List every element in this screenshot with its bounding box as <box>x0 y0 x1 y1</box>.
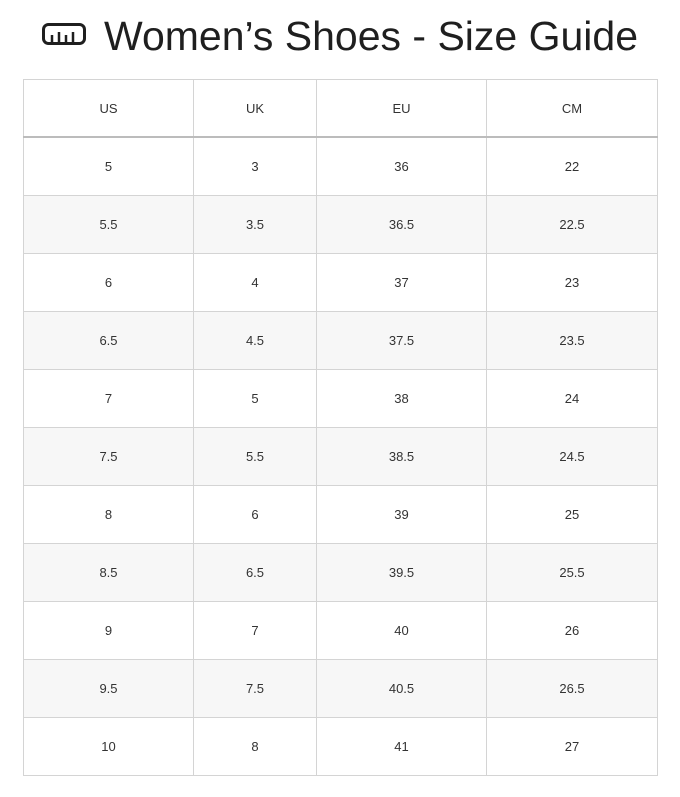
table-row <box>24 428 658 486</box>
cell-us: 5.5 <box>24 196 194 254</box>
cell-cm: 24 <box>487 370 658 428</box>
cell-cm: 26.5 <box>487 660 658 718</box>
cell-cm: 25.5 <box>487 544 658 602</box>
table-body <box>24 137 658 776</box>
cell-us: 10 <box>24 718 194 776</box>
cell-uk: 3.5 <box>194 196 317 254</box>
column-header-cm: CM <box>487 80 658 138</box>
table-row <box>24 370 658 428</box>
cell-eu: 39.5 <box>317 544 487 602</box>
table-row <box>24 196 658 254</box>
cell-cm: 25 <box>487 486 658 544</box>
table-row <box>24 312 658 370</box>
cell-eu: 36.5 <box>317 196 487 254</box>
cell-cm: 23 <box>487 254 658 312</box>
cell-us: 9.5 <box>24 660 194 718</box>
cell-eu: 38 <box>317 370 487 428</box>
cell-uk: 8 <box>194 718 317 776</box>
cell-eu: 40.5 <box>317 660 487 718</box>
cell-uk: 6.5 <box>194 544 317 602</box>
cell-eu: 38.5 <box>317 428 487 486</box>
cell-us: 6 <box>24 254 194 312</box>
cell-cm: 22 <box>487 137 658 196</box>
cell-uk: 7.5 <box>194 660 317 718</box>
cell-us: 9 <box>24 602 194 660</box>
cell-us: 5 <box>24 137 194 196</box>
cell-cm: 23.5 <box>487 312 658 370</box>
cell-uk: 4 <box>194 254 317 312</box>
cell-cm: 24.5 <box>487 428 658 486</box>
cell-eu: 39 <box>317 486 487 544</box>
table-row <box>24 602 658 660</box>
table-row <box>24 486 658 544</box>
cell-uk: 3 <box>194 137 317 196</box>
cell-us: 6.5 <box>24 312 194 370</box>
page-title: Women’s Shoes - Size Guide <box>104 13 639 59</box>
cell-uk: 5.5 <box>194 428 317 486</box>
size-guide-table <box>23 79 658 776</box>
table-row <box>24 137 658 196</box>
cell-cm: 26 <box>487 602 658 660</box>
table-row <box>24 544 658 602</box>
table-row <box>24 254 658 312</box>
cell-eu: 40 <box>317 602 487 660</box>
column-header-eu: EU <box>317 80 487 138</box>
cell-cm: 27 <box>487 718 658 776</box>
table-row <box>24 660 658 718</box>
page-header <box>0 0 680 74</box>
cell-us: 7.5 <box>24 428 194 486</box>
column-header-us: US <box>24 80 194 138</box>
cell-eu: 36 <box>317 137 487 196</box>
cell-cm: 22.5 <box>487 196 658 254</box>
table-row <box>24 718 658 776</box>
cell-us: 8 <box>24 486 194 544</box>
cell-eu: 37.5 <box>317 312 487 370</box>
cell-us: 8.5 <box>24 544 194 602</box>
table-header-row <box>24 80 658 138</box>
cell-eu: 41 <box>317 718 487 776</box>
cell-us: 7 <box>24 370 194 428</box>
cell-uk: 6 <box>194 486 317 544</box>
ruler-icon <box>41 21 87 47</box>
cell-uk: 4.5 <box>194 312 317 370</box>
cell-uk: 5 <box>194 370 317 428</box>
cell-eu: 37 <box>317 254 487 312</box>
cell-uk: 7 <box>194 602 317 660</box>
column-header-uk: UK <box>194 80 317 138</box>
